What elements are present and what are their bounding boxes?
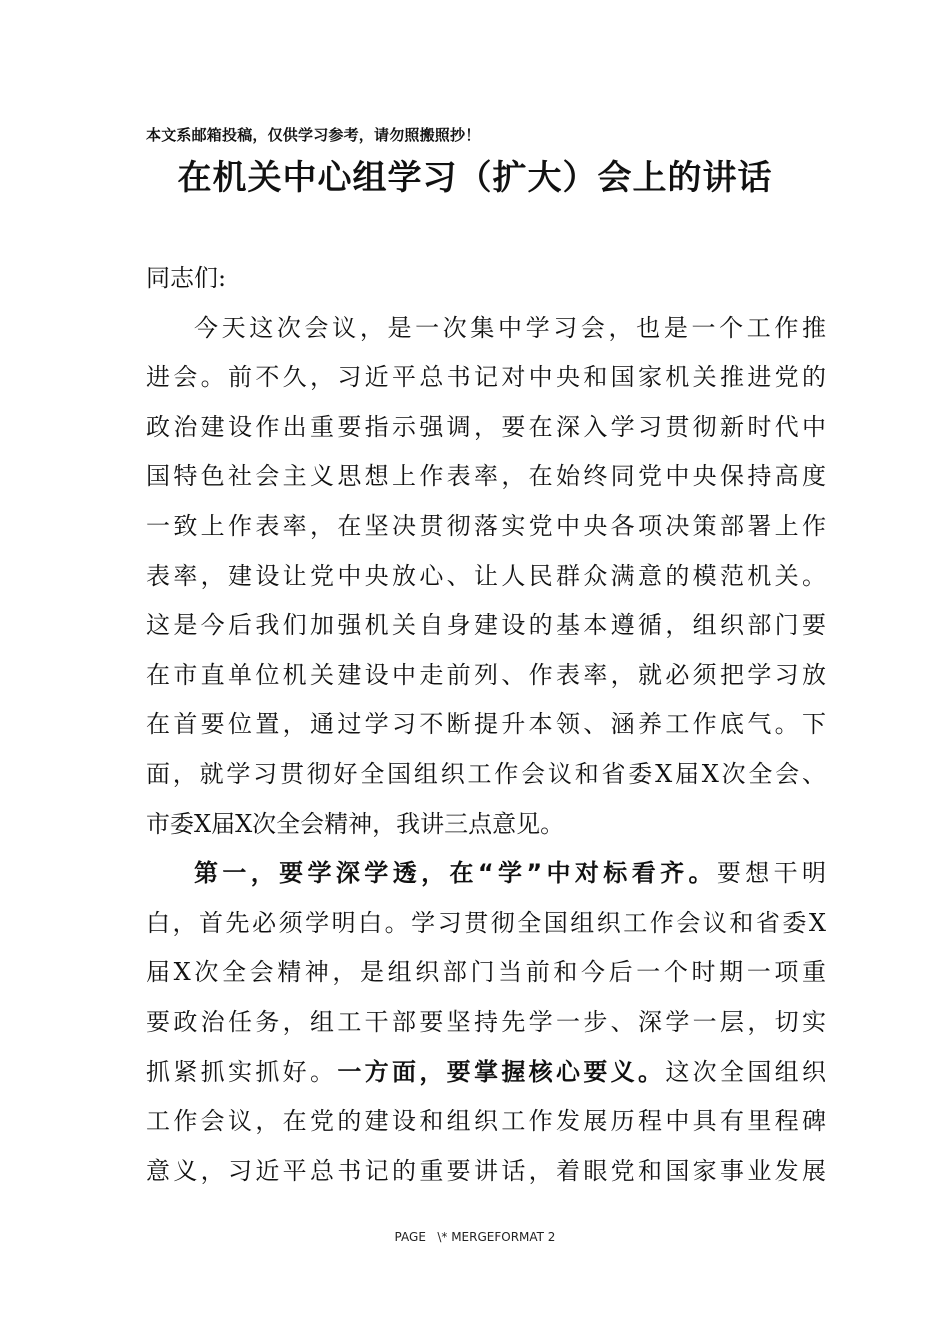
paragraph-2 <box>146 849 826 1196</box>
paragraph-line: 表率，建设让党中央放心、让人民群众满意的模范机关。 <box>146 561 826 590</box>
paragraph-line: 届X次全会精神，是组织部门当前和今后一个时期一项重 <box>146 958 826 987</box>
paragraph-line: 面，就学习贯彻好全国组织工作会议和省委X届X次全会、 <box>146 759 826 788</box>
paragraph-line <box>146 849 826 899</box>
salutation: 同志们: <box>146 264 227 292</box>
paragraph-1 <box>146 304 826 850</box>
paragraph-line: 这是今后我们加强机关自身建设的基本遵循，组织部门要 <box>146 611 826 640</box>
document-title: 在机关中心组学习（扩大）会上的讲话 <box>177 158 773 198</box>
paragraph-line: 要政治任务，组工干部要坚持先学一步、深学一层，切实 <box>146 1007 826 1036</box>
document-body <box>146 254 826 1196</box>
paragraph-line: 今天这次会议，是一次集中学习会，也是一个工作推 <box>194 313 826 342</box>
paragraph-line: 在市直单位机关建设中走前列、作表率，就必须把学习放 <box>146 660 826 689</box>
paragraph-line: 一致上作表率，在坚决贯彻落实党中央各项决策部署上作 <box>146 511 826 540</box>
submission-notice: 本文系邮箱投稿，仅供学习参考，请勿照搬照抄！ <box>146 126 481 144</box>
paragraph-line: 国特色社会主义思想上作表率，在始终同党中央保持高度 <box>146 462 826 491</box>
paragraph-line: 市委X届X次全会精神，我讲三点意见。 <box>146 809 565 838</box>
paragraph-line: 白，首先必须学明白。学习贯彻全国组织工作会议和省委X <box>146 908 826 937</box>
inline-text: 这次全国组织 <box>665 1057 827 1086</box>
paragraph-line: 政治建设作出重要指示强调，要在深入学习贯彻新时代中 <box>146 412 826 441</box>
paragraph-line: 工作会议，在党的建设和组织工作发展历程中具有里程碑 <box>146 1107 826 1136</box>
inline-text: 要想干明 <box>716 859 827 888</box>
paragraph-line <box>146 1048 826 1098</box>
section-heading-first: 第一，要学深学透，在“学”中对标看齐。 <box>194 859 717 888</box>
sub-heading-one-aspect: 一方面，要掌握核心要义。 <box>337 1057 666 1086</box>
page-footer: PAGE \* MERGEFORMAT 2 <box>394 1230 556 1244</box>
paragraph-line: 在首要位置，通过学习不断提升本领、涵养工作底气。下 <box>146 710 826 739</box>
inline-text: 抓紧抓实抓好。 <box>146 1057 338 1086</box>
paragraph-line: 意义，习近平总书记的重要讲话，着眼党和国家事业发展 <box>146 1156 826 1185</box>
paragraph-line: 进会。前不久，习近平总书记对中央和国家机关推进党的 <box>146 363 826 392</box>
